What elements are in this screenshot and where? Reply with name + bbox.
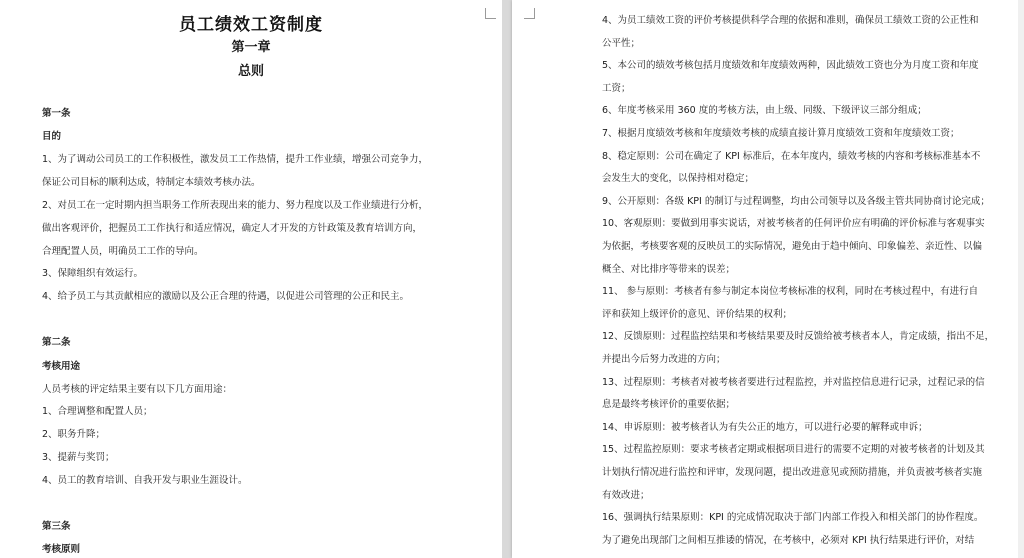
chapter-title: 总则 [237,64,264,79]
paragraph-line: 2、职务升降； [42,429,106,440]
paragraph-line: 做出客观评价，把握员工工作执行和适应情况，确定人才开发的方针政策及教育培训方向， [42,223,423,234]
scrollbar[interactable] [1018,0,1024,558]
section-heading: 第三条 [42,521,71,532]
paragraph-line: 10、客观原则：要做到用事实说话，对被考核者的任何评价应有明确的评价标准与客观事实 [602,218,985,229]
paragraph-line: 11、 参与原则：考核者有参与制定本岗位考核标准的权利，同时在考核过程中，有进行自 [602,286,979,297]
paragraph-line: 3、保障组织有效运行。 [42,268,144,279]
section-heading: 第一条 [42,108,71,119]
paragraph-line: 15、过程监控原则：要求考核者定期或根据项目进行的需要不定期的对被考核者的计划及其 [602,444,985,455]
paragraph-line: 12、反馈原则：过程监控结果和考核结果要及时反馈给被考核者本人，肯定成绩，指出不足， [602,331,995,342]
paragraph-line: 13、过程原则：考核者对被考核者要进行过程监控，并对监控信息进行记录，过程记录的信 [602,377,985,388]
paragraph-line: 8、稳定原则：公司在确定了 KPI 标准后，在本年度内，绩效考核的内容和考核标准基本不 [602,151,981,162]
document-title: 员工绩效工资制度 [179,15,323,35]
paragraph-line: 4、员工的教育培训、自我开发与职业生涯设计。 [42,475,248,486]
paragraph-line: 16、强调执行结果原则：KPI 的完成情况取决于部门内部工作投入和相关部门的协作程度。 [602,512,984,523]
paragraph-line: 9、公开原则：各级 KPI 的制订与过程调整，均由公司领导以及各级主管共同协商讨论完成； [602,196,990,207]
page-gap [502,0,512,558]
paragraph-line: 息是最终考核评价的重要依据； [602,399,736,410]
paragraph-line: 1、合理调整和配置人员； [42,406,153,417]
document-page-right [512,0,1024,558]
paragraph-line: 2、对员工在一定时期内担当职务工作所表现出来的能力、努力程度以及工作业绩进行分析， [42,200,429,211]
document-page-left [0,0,502,558]
section-heading: 考核原则 [42,544,81,555]
chapter-heading: 第一章 [231,40,271,55]
paragraph-line: 保证公司目标的顺利达成，特制定本绩效考核办法。 [42,177,261,188]
paragraph-line: 计划执行情况进行监控和评审，发现问题，提出改进意见或预防措施，并负责被考核者实施 [602,467,983,478]
paragraph-line: 概全、对比排序等带来的误差； [602,264,736,275]
paragraph-line: 7、根据月度绩效考核和年度绩效考核的成绩直接计算月度绩效工资和年度绩效工资； [602,128,960,139]
section-heading: 目的 [42,131,62,142]
paragraph-line: 有效改进； [602,490,650,501]
paragraph-line: 并提出今后努力改进的方向； [602,354,726,365]
paragraph-line: 合理配置人员，明确员工工作的导向。 [42,246,204,257]
paragraph-line: 人员考核的评定结果主要有以下几方面用途： [42,384,233,395]
paragraph-line: 3、提薪与奖罚； [42,452,115,463]
paragraph-line: 4、为员工绩效工资的评价考核提供科学合理的依据和准则，确保员工绩效工资的公正性和 [602,15,979,26]
paragraph-line: 工资； [602,83,631,94]
paragraph-line: 为了避免出现部门之间相互推诿的情况，在考核中，必须对 KPI 执行结果进行评价，对结 [602,535,975,546]
paragraph-line: 1、为了调动公司员工的工作积极性，激发员工工作热情，提升工作业绩，增强公司竞争力， [42,154,429,165]
paragraph-line: 会发生大的变化，以保持相对稳定； [602,173,755,184]
paragraph-line: 4、给予员工与其贡献相应的激励以及公正合理的待遇，以促进公司管理的公正和民主。 [42,291,410,302]
paragraph-line: 5、本公司的绩效考核包括月度绩效和年度绩效两种，因此绩效工资也分为月度工资和年度 [602,60,979,71]
paragraph-line: 为依据，考核要客观的反映员工的实际情况，避免由于趋中倾向、印象偏差、亲近性、以偏 [602,241,983,252]
paragraph-line: 评和获知上级评价的意见、评价结果的权利； [602,309,793,320]
paragraph-line: 公平性； [602,38,641,49]
section-heading: 第二条 [42,337,71,348]
paragraph-line: 14、申诉原则：被考核者认为有失公正的地方，可以进行必要的解释或申诉； [602,422,928,433]
section-heading: 考核用途 [42,361,81,372]
page-corner-mark [524,8,535,19]
paragraph-line: 6、年度考核采用 360 度的考核方法，由上级、同级、下级评议三部分组成； [602,105,927,116]
